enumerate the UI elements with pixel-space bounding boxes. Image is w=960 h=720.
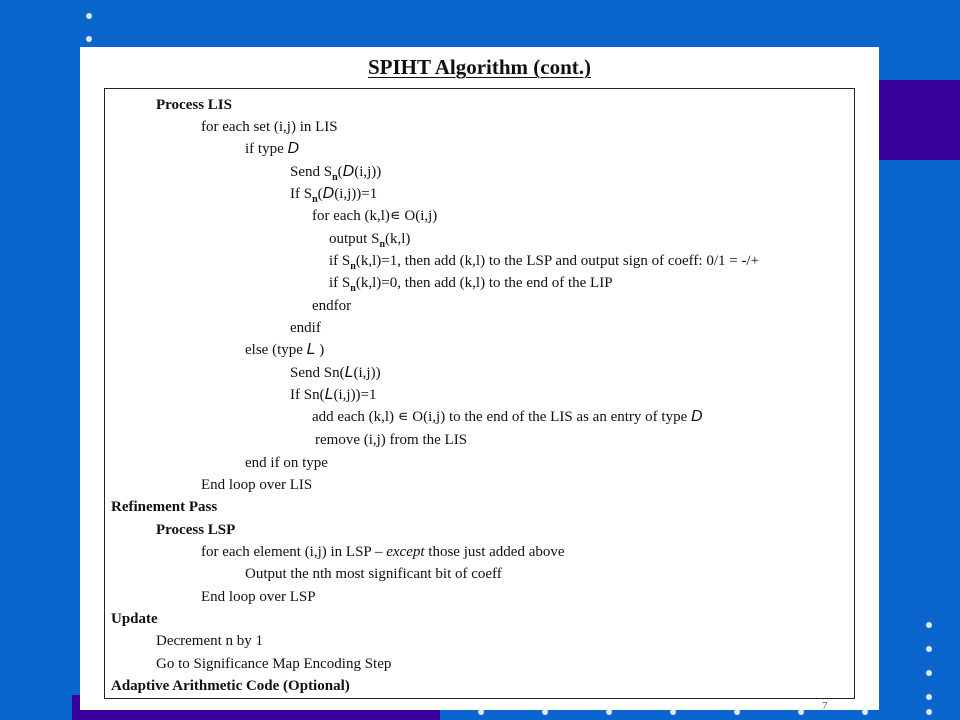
decorative-dot [86, 13, 92, 19]
section-heading: Adaptive Arithmetic Code (Optional) [111, 678, 350, 694]
decorative-dot [926, 670, 932, 676]
algorithm-line: Process LIS [156, 97, 232, 113]
decorative-dot [926, 646, 932, 652]
algorithm-line: if $S_n(k,l)=1$, then add (k,l) to the LSP and output sign of coeff: 0/1 = -/+ [329, 253, 760, 272]
section-heading: Refinement Pass [111, 499, 218, 515]
algorithm-line: Process LSP [156, 522, 236, 538]
algorithm-line: endif [290, 320, 321, 336]
algorithm-line: output $S_n(k,l)$ [329, 231, 411, 250]
slide-content-panel [80, 47, 879, 710]
algorithm-line: Output the nth most significant bit of coeff [245, 566, 502, 582]
algorithm-line: Decrement n by 1 [156, 633, 264, 649]
algorithm-line: Send $S_n(D(i,j))$ [290, 163, 382, 183]
decorative-dot [926, 709, 932, 715]
algorithm-line: for each set (i,j) in LIS [201, 119, 338, 135]
slide-number: 7 [822, 700, 828, 712]
algorithm-line: else (type L ) [245, 341, 325, 358]
algorithm-line: end if on type [245, 455, 328, 471]
algorithm-line: endfor [312, 298, 352, 314]
algorithm-line: add each (k,l) ∊ O(i,j) to the end of the LIS as an entry of type D [312, 408, 703, 425]
decorative-dot [926, 694, 932, 700]
algorithm-line: End loop over LIS [201, 477, 313, 493]
algorithm-line: for each element (i,j) in LSP – except those just added above [201, 544, 565, 560]
purple-accent-bar-right [878, 80, 960, 160]
decorative-dot [86, 36, 92, 42]
algorithm-line: If $S_n(D(i,j))=1$ [290, 185, 378, 205]
section-heading: Update [111, 611, 158, 627]
algorithm-box [104, 88, 855, 699]
slide-title: SPIHT Algorithm (cont.) [367, 55, 592, 79]
algorithm-line: if type D [245, 140, 300, 157]
decorative-dot [926, 622, 932, 628]
algorithm-line: Go to Significance Map Encoding Step [156, 656, 392, 672]
algorithm-line: Send Sn(L(i,j)) [290, 364, 381, 381]
algorithm-line: for each (k,l)∊ O(i,j) [312, 208, 438, 224]
algorithm-line: remove (i,j) from the LIS [315, 432, 468, 448]
algorithm-line: If Sn(L(i,j))=1 [290, 386, 377, 403]
algorithm-line: End loop over LSP [201, 589, 316, 605]
algorithm-line: if $S_n(k,l)=0$, then add (k,l) to the end of the LIP [329, 275, 613, 294]
